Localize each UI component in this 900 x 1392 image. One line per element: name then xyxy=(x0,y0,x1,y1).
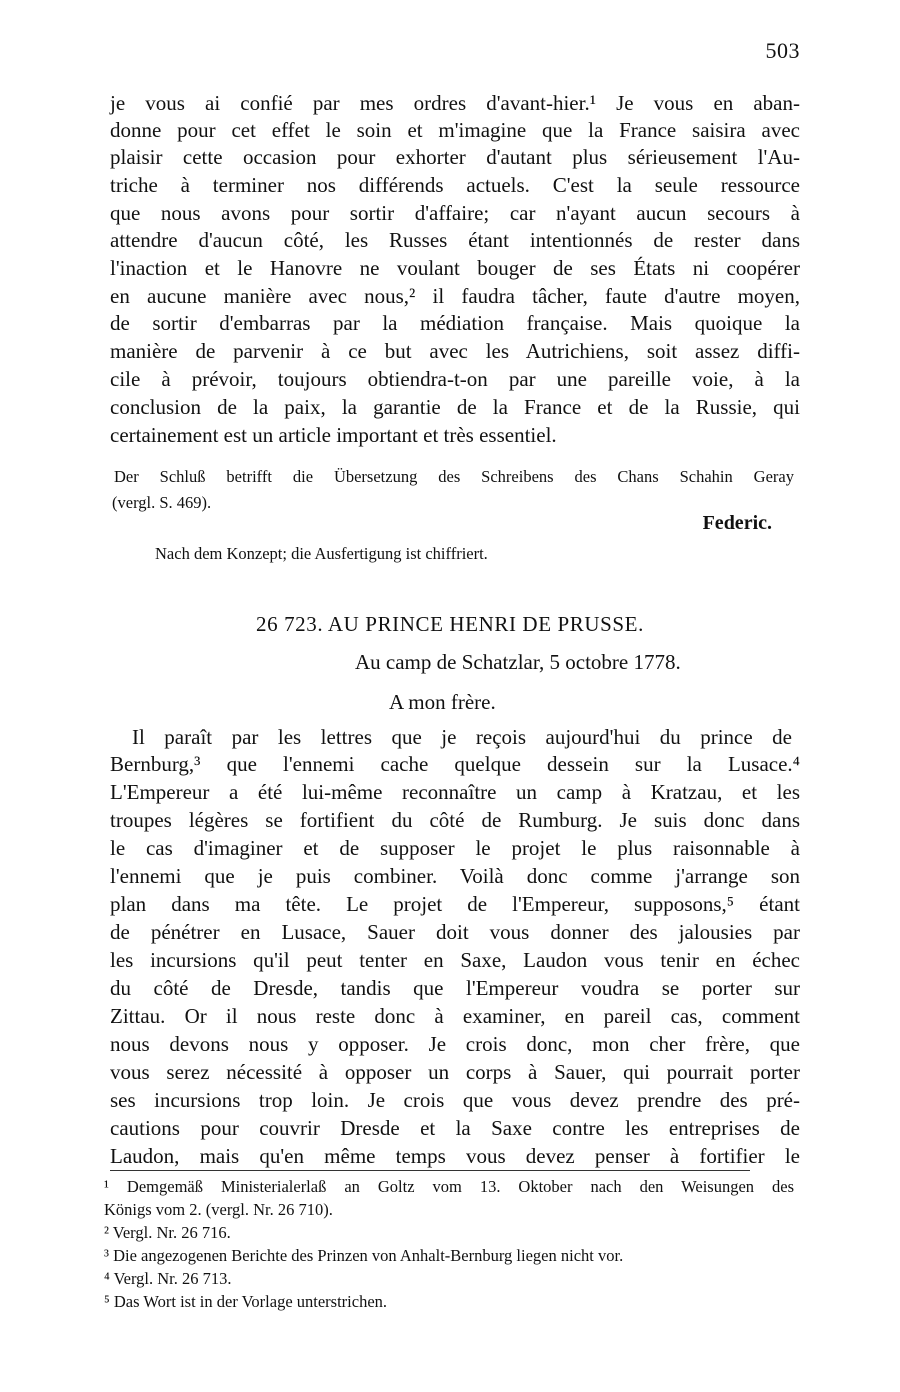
footnote-line: ⁴ Vergl. Nr. 26 713. xyxy=(104,1269,232,1288)
text-line: manière de parvenir à ce but avec les Autrichiens, soit assez diffi- xyxy=(110,339,800,363)
signature: Federic. xyxy=(702,512,772,534)
text-line: troupes légères se fortifient du côté de Rumburg. Je suis donc dans xyxy=(110,808,800,832)
text-line: plaisir cette occasion pour exhorter d'autant plus sérieusement l'Au- xyxy=(110,145,800,169)
text-line: certainement est un article important et très essentiel. xyxy=(110,423,557,447)
source-note: Nach dem Konzept; die Ausfertigung ist chiffriert. xyxy=(155,544,488,563)
text-line: les incursions qu'il peut tenter en Saxe, Laudon vous tenir en échec xyxy=(110,948,800,972)
text-line: plan dans ma tête. Le projet de l'Empereur, supposons,⁵ étant xyxy=(110,892,800,916)
text-line: Il paraît par les lettres que je reçois aujourd'hui du prince de xyxy=(132,725,792,749)
text-line: ses incursions trop loin. Je crois que vous devez prendre des pré- xyxy=(110,1088,800,1112)
text-line: attendre d'aucun côté, les Russes étant intentionnés de rester dans xyxy=(110,228,800,252)
text-line: cile à prévoir, toujours obtiendra-t-on par une pareille voie, à la xyxy=(110,367,800,391)
text-line: Bernburg,³ que l'ennemi cache quelque dessein sur la Lusace.⁴ xyxy=(110,752,800,776)
note-line: Der Schluß betrifft die Übersetzung des Schreibens des Chans Schahin Geray xyxy=(114,467,794,486)
footnote-line: ¹ Demgemäß Ministerialerlaß an Goltz vom 13. Oktober nach den Weisungen des xyxy=(104,1177,794,1196)
note-line: (vergl. S. 469). xyxy=(112,493,212,512)
text-line: nous devons nous y opposer. Je crois donc, mon cher frère, que xyxy=(110,1032,800,1056)
text-line: de pénétrer en Lusace, Sauer doit vous donner des jalousies par xyxy=(110,920,800,944)
page-number: 503 xyxy=(765,38,800,63)
text-line: Laudon, mais qu'en même temps vous devez penser à fortifier le xyxy=(110,1144,800,1168)
footnote-line: ³ Die angezogenen Berichte des Prinzen von Anhalt-Bernburg liegen nicht vor. xyxy=(104,1246,624,1265)
place-date: Au camp de Schatzlar, 5 octobre 1778. xyxy=(355,650,681,674)
letter-heading: 26 723. AU PRINCE HENRI DE PRUSSE. xyxy=(256,612,644,636)
text-line: le cas d'imaginer et de supposer le projet le plus raisonnable à xyxy=(110,836,800,860)
text-line: vous serez nécessité à opposer un corps à Sauer, qui pourrait porter xyxy=(110,1060,800,1084)
text-line: l'ennemi que je puis combiner. Voilà donc comme j'arrange son xyxy=(110,864,800,888)
footnote-line: ⁵ Das Wort ist in der Vorlage unterstrichen. xyxy=(104,1292,388,1311)
text-line: Zittau. Or il nous reste donc à examiner, en pareil cas, comment xyxy=(110,1004,800,1028)
text-line: triche à terminer nos différends actuels. C'est la seule ressource xyxy=(110,173,800,197)
footnote-divider xyxy=(110,1170,750,1171)
text-line: de sortir d'embarras par la médiation française. Mais quoique la xyxy=(110,311,800,335)
text-line: donne pour cet effet le soin et m'imagine que la France saisira avec xyxy=(110,118,800,142)
footnote-line: ² Vergl. Nr. 26 716. xyxy=(104,1223,231,1242)
text-line: du côté de Dresde, tandis que l'Empereur voudra se porter sur xyxy=(110,976,800,1000)
text-line: en aucune manière avec nous,² il faudra tâcher, faute d'autre moyen, xyxy=(110,284,800,308)
text-line: conclusion de la paix, la garantie de la France et de la Russie, qui xyxy=(110,395,800,419)
text-line: je vous ai confié par mes ordres d'avant-hier.¹ Je vous en aban- xyxy=(110,91,800,115)
text-line: cautions pour couvrir Dresde et la Saxe contre les entreprises de xyxy=(110,1116,800,1140)
text-line: l'inaction et le Hanovre ne voulant bouger de ses États ni coopérer xyxy=(110,256,800,280)
salutation: A mon frère. xyxy=(389,690,496,714)
footnote-line: Königs vom 2. (vergl. Nr. 26 710). xyxy=(104,1200,333,1219)
text-line: que nous avons pour sortir d'affaire; car n'ayant aucun secours à xyxy=(110,201,800,225)
text-line: L'Empereur a été lui-même reconnaître un camp à Kratzau, et les xyxy=(110,780,800,804)
